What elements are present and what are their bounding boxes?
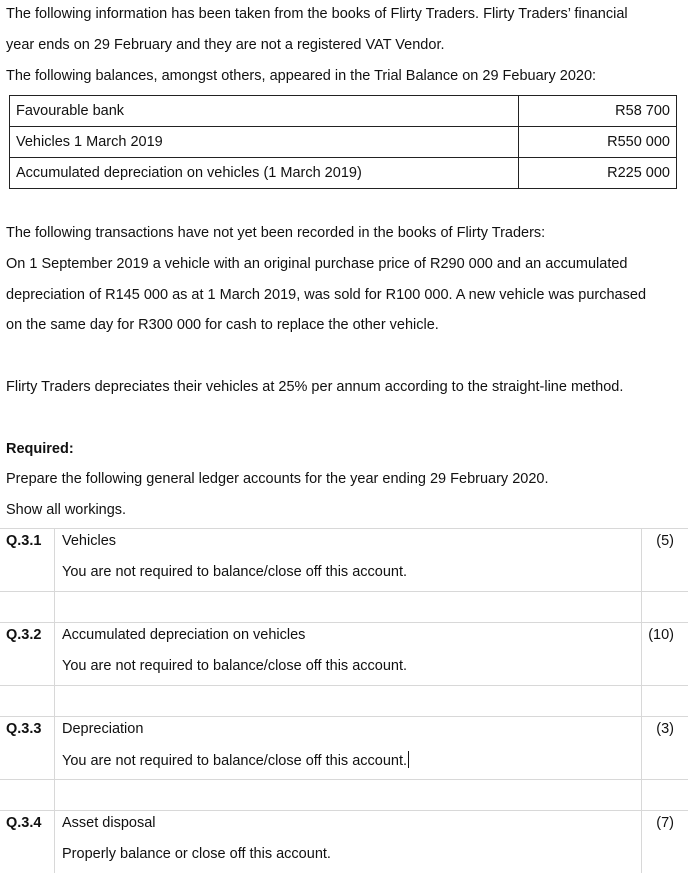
question-marks: (7) [656, 815, 674, 831]
grid-divider [0, 528, 688, 529]
grid-divider [0, 716, 688, 717]
intro-line-1: The following information has been taken from the books of Flirty Traders. Flirty Traders’ financial [6, 6, 628, 22]
question-title: Asset disposal [62, 815, 156, 831]
grid-divider [0, 622, 688, 623]
question-note: You are not required to balance/close off this account. [62, 564, 408, 580]
transactions-line-1: The following transactions have not yet been recorded in the books of Flirty Traders: [6, 225, 546, 241]
question-note: You are not required to balance/close off this account. [62, 753, 408, 769]
question-note-editable[interactable] [62, 751, 409, 770]
required-heading: Required: [6, 441, 74, 457]
grid-divider [54, 528, 55, 873]
question-number: Q.3.2 [6, 627, 42, 643]
tb-amount: R225 000 [519, 158, 677, 189]
question-number: Q.3.1 [6, 533, 42, 549]
questions-grid [0, 528, 688, 873]
tb-amount: R58 700 [519, 96, 677, 127]
question-number: Q.3.3 [6, 721, 42, 737]
question-number: Q.3.4 [6, 815, 42, 831]
text-cursor [408, 751, 409, 768]
tb-item: Vehicles 1 March 2019 [10, 127, 519, 158]
trial-balance-table [9, 95, 677, 189]
question-note: Properly balance or close off this account. [62, 846, 331, 862]
intro-line-2: year ends on 29 February and they are not a registered VAT Vendor. [6, 37, 445, 53]
required-line-1: Prepare the following general ledger accounts for the year ending 29 February 2020. [6, 471, 549, 487]
question-title: Depreciation [62, 721, 144, 737]
question-note: You are not required to balance/close off this account. [62, 658, 408, 674]
depreciation-policy: Flirty Traders depreciates their vehicles at 25% per annum according to the straight-line method. [6, 379, 624, 395]
grid-divider [0, 779, 688, 780]
question-marks: (10) [648, 627, 674, 643]
table-row [10, 96, 677, 127]
required-line-2: Show all workings. [6, 502, 127, 518]
question-marks: (5) [656, 533, 674, 549]
grid-divider [641, 528, 642, 873]
table-row [10, 158, 677, 189]
question-title: Accumulated depreciation on vehicles [62, 627, 306, 643]
grid-divider [0, 591, 688, 592]
question-marks: (3) [656, 721, 674, 737]
tb-item: Favourable bank [10, 96, 519, 127]
tb-item: Accumulated depreciation on vehicles (1 March 2019) [10, 158, 519, 189]
question-title: Vehicles [62, 533, 117, 549]
transactions-line-3: depreciation of R145 000 as at 1 March 2019, was sold for R100 000. A new vehicle was purchased [6, 287, 647, 303]
intro-line-3: The following balances, amongst others, appeared in the Trial Balance on 29 Febuary 2020: [6, 68, 597, 84]
tb-amount: R550 000 [519, 127, 677, 158]
grid-divider [0, 685, 688, 686]
transactions-line-4: on the same day for R300 000 for cash to replace the other vehicle. [6, 317, 439, 333]
transactions-line-2: On 1 September 2019 a vehicle with an original purchase price of R290 000 and an accumulated [6, 256, 628, 272]
grid-divider [0, 810, 688, 811]
table-row [10, 127, 677, 158]
